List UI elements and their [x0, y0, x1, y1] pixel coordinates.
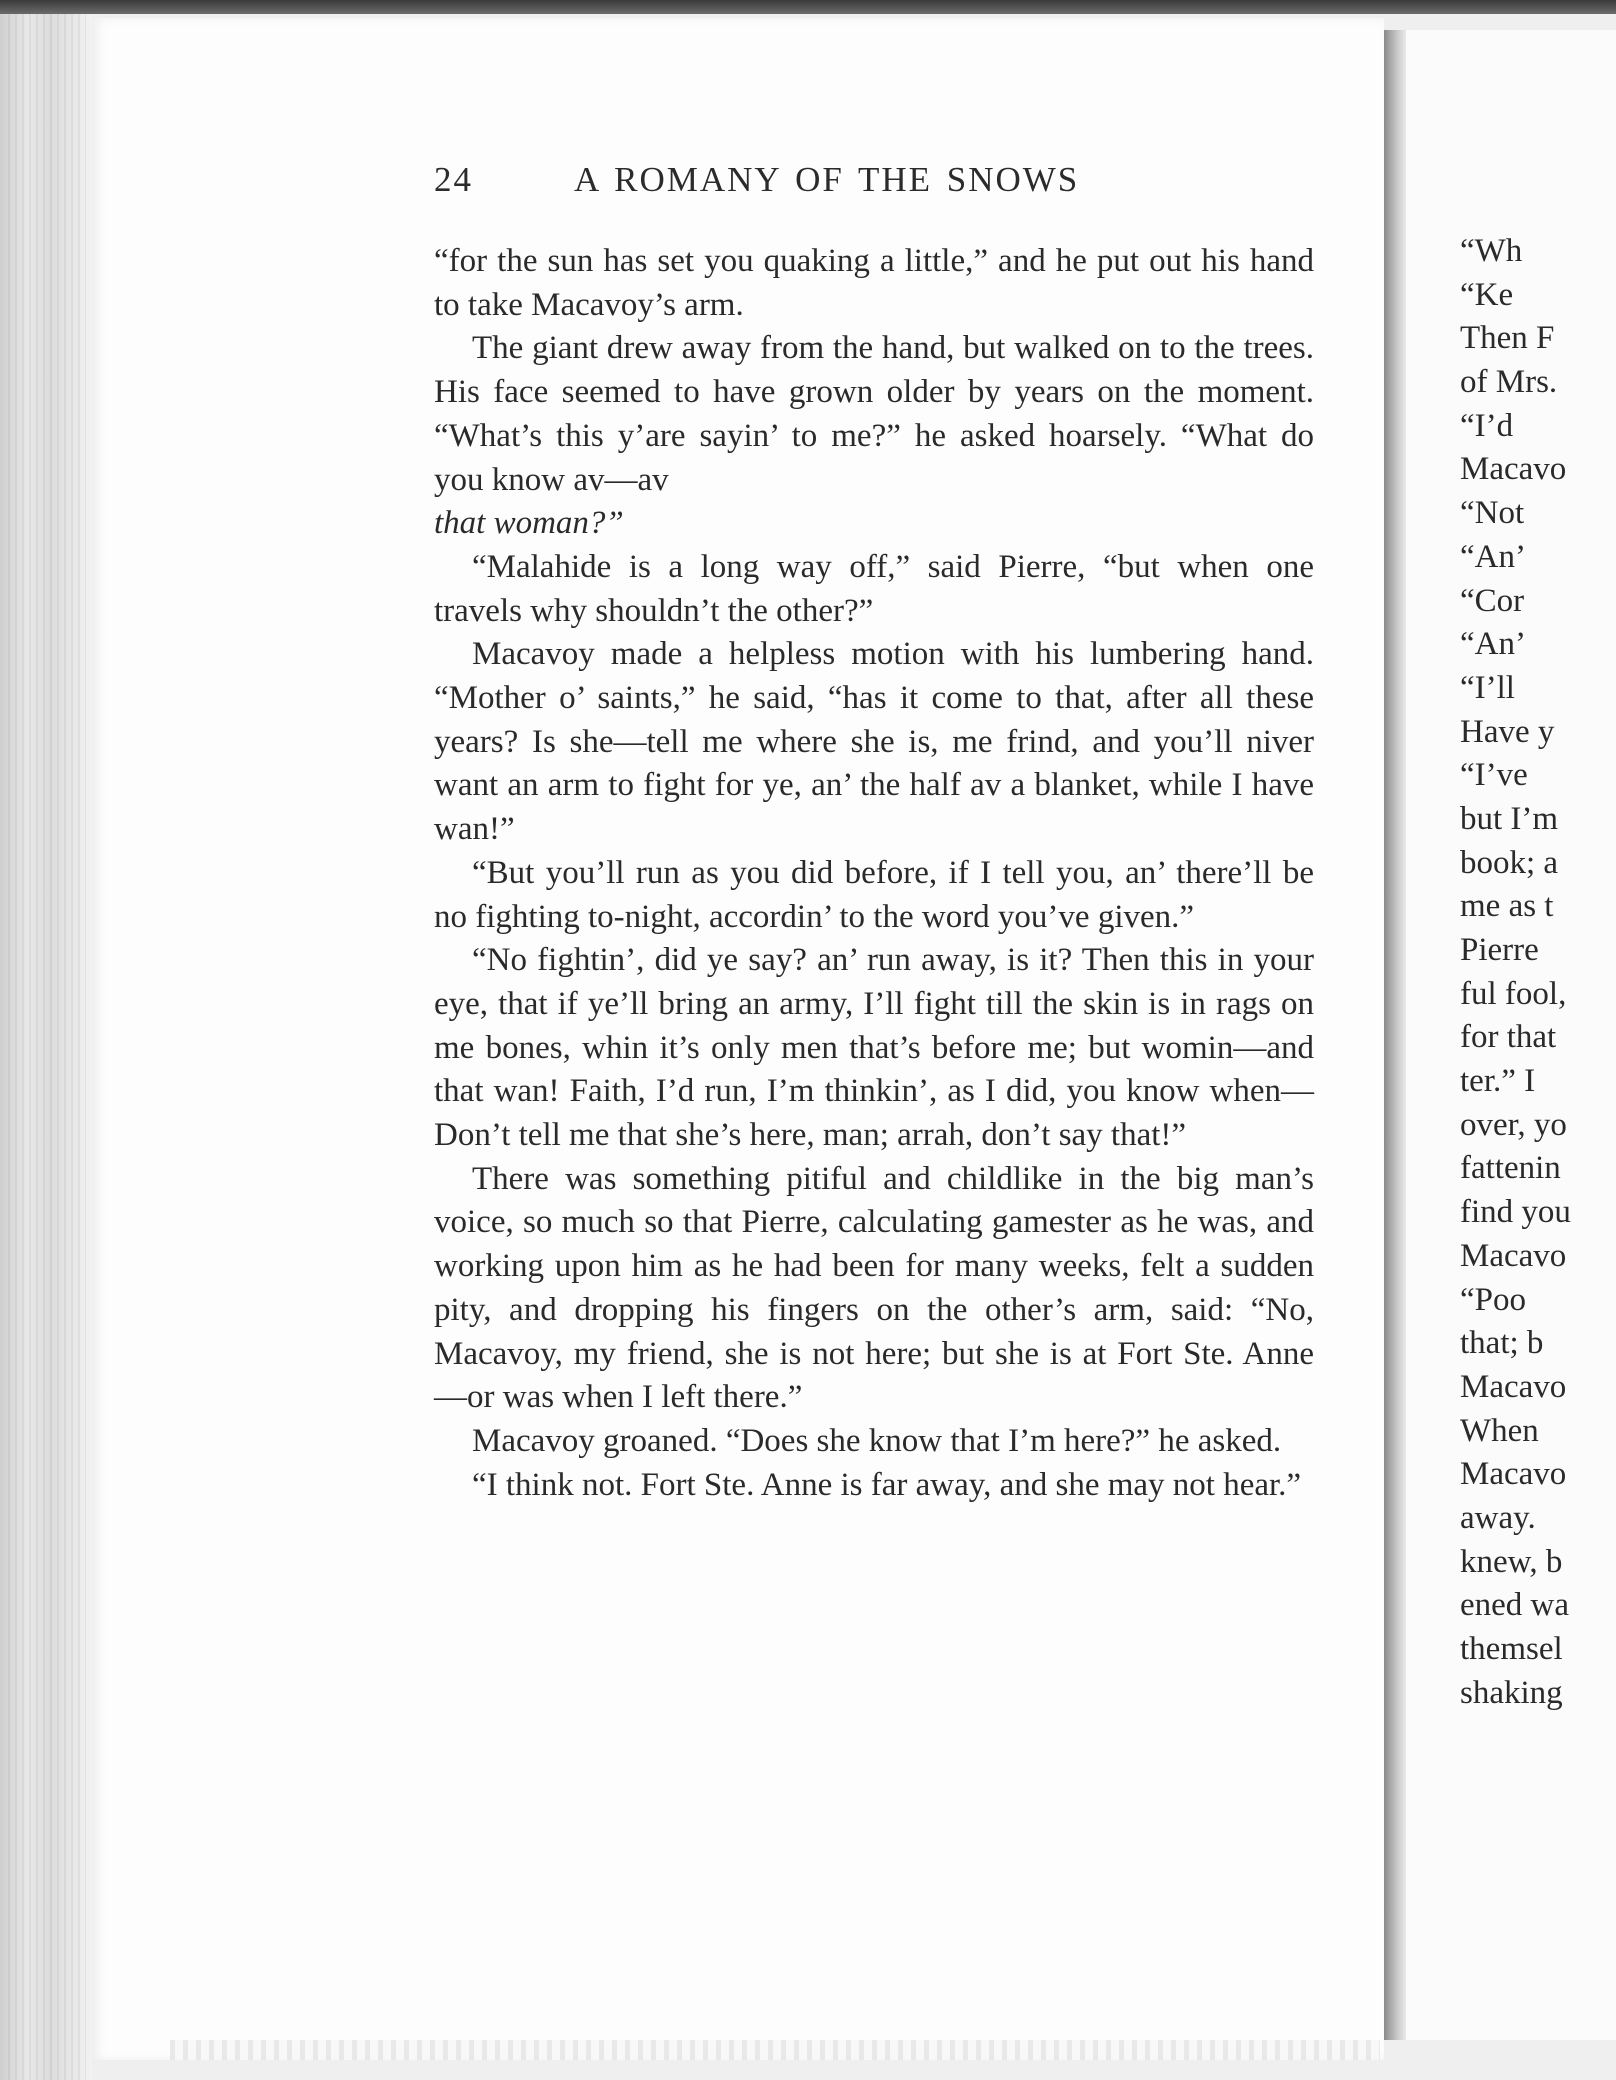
right-line: Macavo	[1460, 1456, 1567, 1493]
right-line: away.	[1460, 1499, 1536, 1536]
right-line: “Cor	[1460, 582, 1525, 619]
right-line: find you	[1460, 1194, 1571, 1231]
right-line: Pierre	[1460, 932, 1539, 968]
right-line: “I’ll	[1460, 669, 1515, 706]
page-header	[434, 160, 1334, 210]
paragraph: The giant drew away from the hand, but walked on to the trees. His face seemed to have grown older by years on the moment. “What’s this y’are sayin’ to me?” he asked hoarsely. “What do you know av—av	[434, 330, 1314, 498]
right-line: Have y	[1460, 713, 1555, 750]
running-title: A ROMANY OF THE SNOWS	[574, 160, 1080, 199]
right-line: “I’ve	[1460, 757, 1528, 794]
right-line: “I’d	[1460, 407, 1514, 444]
paragraph: “But you’ll run as you did before, if I tell you, an’ there’ll be no fighting to-night, accordin’ to the word you’ve given.”	[434, 854, 1314, 935]
paragraph: “No fightin’, did ye say? an’ run away, is it? Then this in your eye, that if ye’ll bring an army, I’ll fight till the skin is in rags on me bones, whin it’s only men that’s before me; but womin—and that wan! Faith, I’d run, I’m thinkin’, as I did, you know when—Don’t tell me that she’s here, man; arrah, don’t say that!”	[434, 942, 1314, 1154]
right-line: Macavo	[1460, 1237, 1567, 1274]
paragraph: “for the sun has set you quaking a little,” and he put out his hand to take Macavoy’s arm.	[434, 243, 1314, 323]
right-line: “An’	[1460, 626, 1526, 663]
right-line: that; b	[1460, 1325, 1544, 1362]
book-page-edges	[0, 14, 92, 2080]
right-line: shaking	[1460, 1674, 1563, 1711]
right-line: ful fool,	[1460, 975, 1567, 1012]
paragraph: “I think not. Fort Ste. Anne is far away, and she may not hear.”	[472, 1466, 1302, 1503]
italic-phrase	[434, 502, 1314, 546]
scan-border	[0, 0, 1616, 14]
right-line: over, yo	[1460, 1106, 1567, 1143]
right-line: knew, b	[1460, 1543, 1563, 1580]
right-line: “An’	[1460, 538, 1526, 575]
right-line: ened wa	[1460, 1587, 1570, 1624]
right-line: me as t	[1460, 888, 1554, 925]
right-line: When	[1460, 1412, 1539, 1449]
body-text	[434, 240, 1314, 1507]
right-line: ter.” I	[1460, 1063, 1536, 1100]
paragraph: “Malahide is a long way off,” said Pierre, “but when one travels why shouldn’t the other?”	[434, 548, 1314, 629]
page-bottom-edge	[170, 2040, 1380, 2060]
page-number: 24	[434, 160, 473, 199]
book-gutter	[1384, 30, 1406, 2040]
right-line: “Poo	[1460, 1281, 1526, 1318]
right-line: fattenin	[1460, 1150, 1561, 1187]
right-line: “Ke	[1460, 276, 1514, 313]
right-line: Then F	[1460, 320, 1555, 357]
right-line: for that	[1460, 1019, 1557, 1056]
right-line: “Not	[1460, 495, 1525, 532]
right-line: Macavo	[1460, 451, 1567, 488]
right-line: book; a	[1460, 844, 1559, 881]
right-page-text	[1460, 230, 1616, 1715]
right-line: “Wh	[1460, 233, 1523, 269]
paragraph: Macavoy made a helpless motion with his lumbering hand. “Mother o’ saints,” he said, “has it come to that, after all these years? Is she—tell me where she is, me frind, and you’ll niver want an arm to fight for ye, an’ the half av a blanket, while I have wan!”	[434, 636, 1314, 848]
right-line: of Mrs.	[1460, 364, 1558, 401]
paragraph: Macavoy groaned. “Does she know that I’m here?” he asked.	[472, 1422, 1282, 1459]
right-line: Macavo	[1460, 1368, 1567, 1405]
italic-text: that woman?”	[434, 505, 624, 542]
right-page	[1406, 30, 1616, 2040]
paragraph: There was something pitiful and childlike in the big man’s voice, so much so that Pierre, calculating gamester as he was, and working upon him as he had been for many weeks, felt a sudden pity, and dropping his fingers on the other’s arm, said: “No, Macavoy, my friend, she is not here; but she is at Fort Ste. Anne —or was when I left there.”	[434, 1160, 1314, 1416]
right-line: but I’m	[1460, 800, 1559, 837]
right-line: themsel	[1460, 1631, 1563, 1667]
